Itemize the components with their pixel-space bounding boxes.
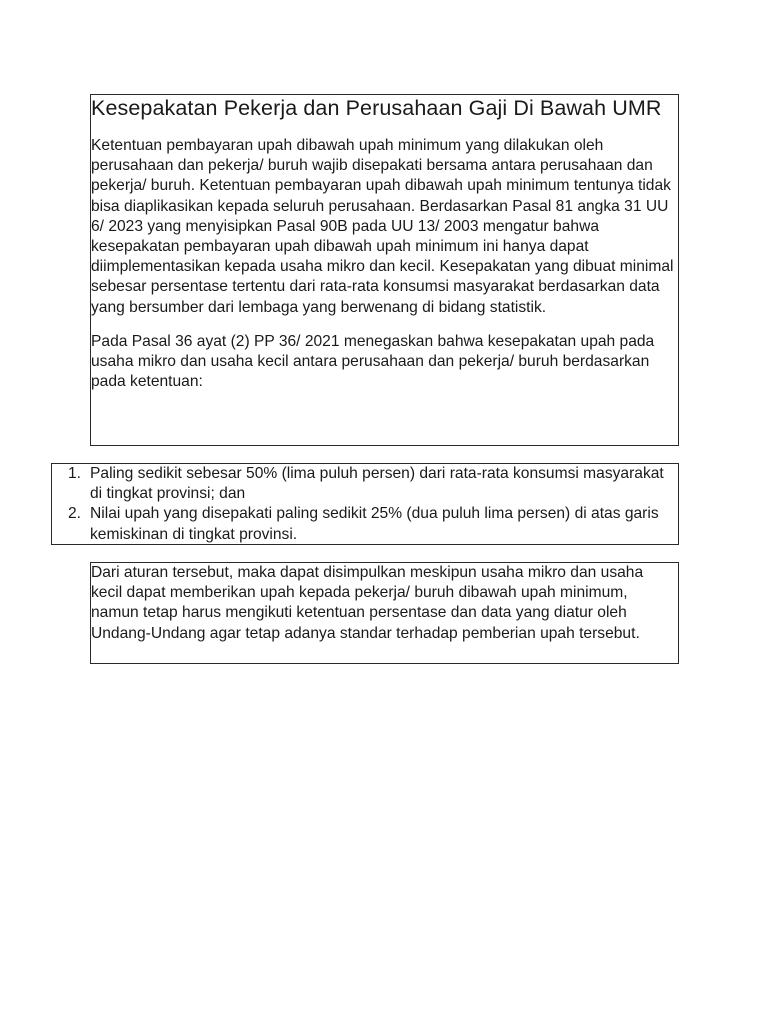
provisions-list: [52, 464, 678, 545]
list-item-number: 2.: [68, 505, 82, 523]
main-text-box: [90, 94, 679, 446]
list-item-number: 1.: [68, 465, 82, 482]
document-title: Kesepakatan Pekerja dan Perusahaan Gaji Di Bawah UMR: [91, 96, 662, 120]
list-item-text: Paling sedikit sebesar 50% (lima puluh persen) dari rata-rata konsumsi masyarakat di tingkat provinsi; dan: [90, 465, 664, 503]
list-item-text: Nilai upah yang disepakati paling sedikit 25% (dua puluh lima persen) di atas garis kemiskinan di tingkat provinsi.: [90, 505, 659, 543]
list-item: [52, 504, 678, 544]
provisions-list-box: [51, 463, 679, 545]
paragraph-pasal-36: Pada Pasal 36 ayat (2) PP 36/ 2021 menegaskan bahwa kesepakatan upah pada usaha mikro dan usaha kecil antara perusahaan dan pekerja/ buruh berdasarkan pada ketentuan:: [91, 332, 655, 391]
paragraph-ketentuan: Ketentuan pembayaran upah dibawah upah minimum yang dilakukan oleh perusahaan dan pekerja/ buruh wajib disepakati bersama antara perusahaan dan pekerja/ buruh. Ketentuan pembayaran upah dibawah upah minimum tentunya tidak bisa diaplikasikan kepada seluruh perusahaan. Berdasarkan Pasal 81 angka 31 UU 6/ 2023 yang menyisipkan Pasal 90B pada UU 13/ 2003 mengatur bahwa kesepakatan pembayaran upah dibawah upah minimum ini hanya dapat diimplementasikan kepada usaha mikro dan kecil. Kesepakatan yang dibuat minimal sebesar persentase tertentu dari rata-rata konsumsi masyarakat berdasarkan data yang bersumber dari lembaga yang berwenang di bidang statistik.: [91, 137, 674, 316]
paragraph-conclusion: Dari aturan tersebut, maka dapat disimpulkan meskipun usaha mikro dan usaha kecil dapat memberikan upah kepada pekerja/ buruh dibawah upah minimum, namun tetap harus mengikuti ketentuan persentase dan data yang diatur oleh Undang-Undang agar tetap adanya standar terhadap pemberian upah tersebut.: [91, 564, 644, 642]
conclusion-box: [90, 562, 679, 664]
list-item: [52, 464, 678, 504]
